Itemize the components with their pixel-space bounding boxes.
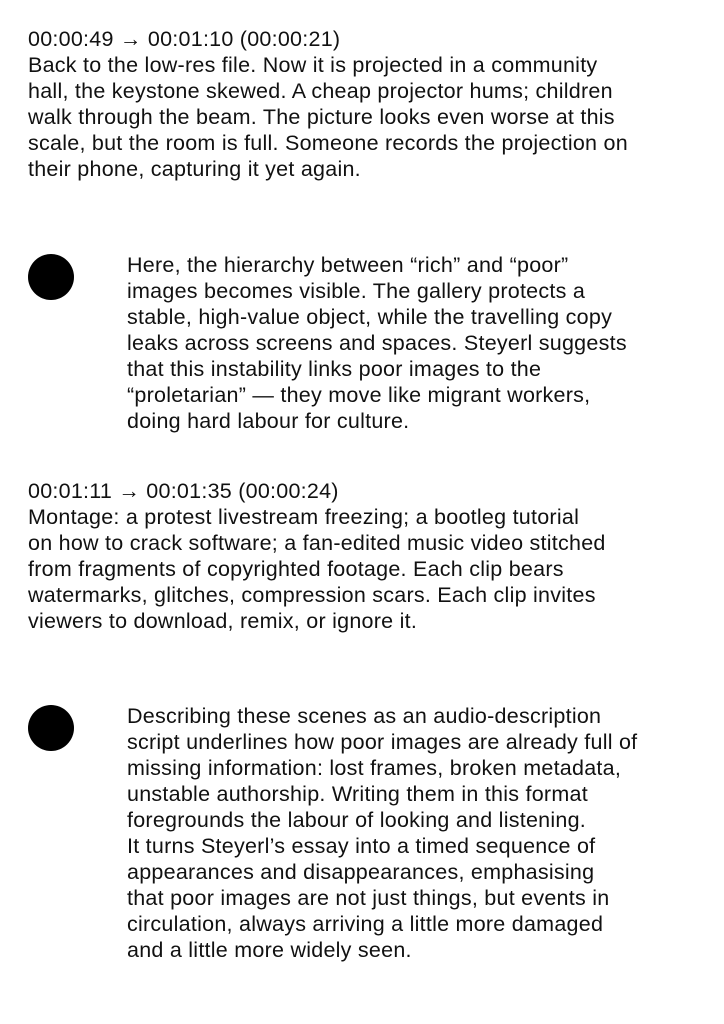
bullet-dot-icon: [28, 705, 74, 751]
bullet-dot-icon: [28, 254, 74, 300]
scene-description: Back to the low-res file. Now it is projected in a community hall, the keystone skewed. A cheap projector hums; children walk through the beam. The picture looks even worse at this scale, but the room is full. Someone records the projection on their phone, capturing it yet again.: [28, 53, 628, 181]
commentary-text: Describing these scenes as an audio-description script underlines how poor images are already full of missing information: lost frames, broken metadata, unstable authorship. Writing them in this format foregrounds the labour of looking and listening. It turns Steyerl’s essay into a timed sequence of appearances and disappearances, emphasising that poor images are not just things, but events in circulation, always arriving a little more damaged and a little more widely seen.: [127, 704, 638, 962]
scene-block: [28, 478, 708, 634]
scene-timecode: 00:01:11 → 00:01:35 (00:00:24): [28, 479, 339, 503]
scene-timecode: 00:00:49 → 00:01:10 (00:00:21): [28, 27, 341, 51]
scene-description: Montage: a protest livestream freezing; a bootleg tutorial on how to crack software; a fan-edited music video stitched from fragments of copyrighted footage. Each clip bears watermarks, glitches, compression scars. Each clip invites viewers to download, remix, or ignore it.: [28, 505, 606, 633]
commentary-text: Here, the hierarchy between “rich” and “poor” images becomes visible. The gallery protects a stable, high-value object, while the travelling copy leaks across screens and spaces. Steyerl suggests that this instability links poor images to the “proletarian” — they move like migrant workers, doing hard labour for culture.: [127, 253, 627, 433]
scene-block: [28, 26, 708, 182]
